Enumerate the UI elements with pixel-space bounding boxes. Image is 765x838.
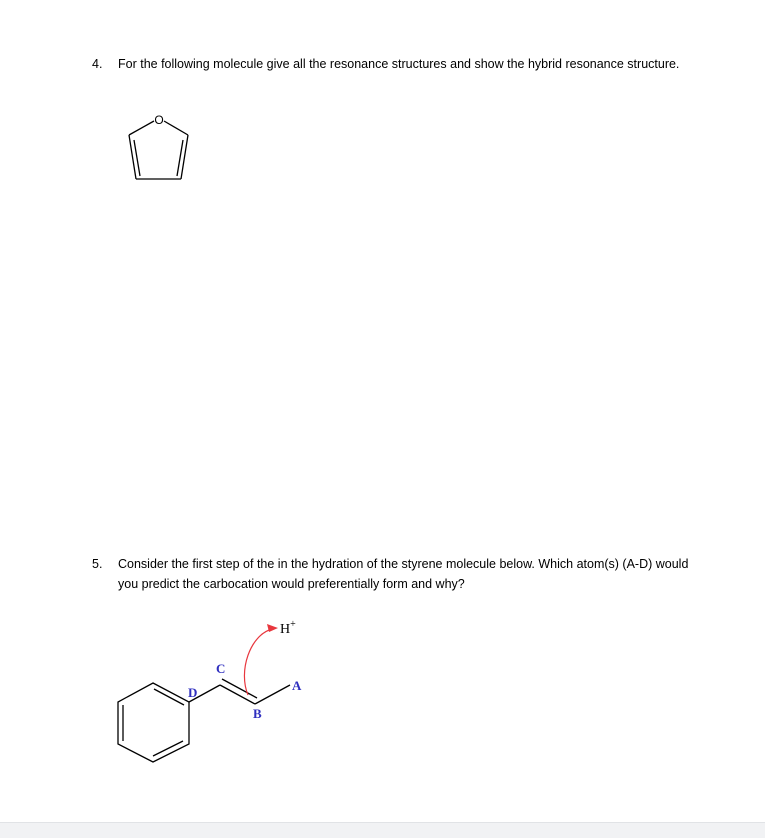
electron-arrow — [244, 629, 272, 695]
benzene-ring — [118, 683, 189, 762]
oxygen-atom-label: O — [154, 113, 164, 127]
atom-label-d: D — [188, 685, 198, 700]
bond-o-c5 — [164, 121, 188, 135]
page-footer-bar — [0, 822, 765, 838]
benzene-double-2 — [153, 741, 183, 756]
furan-structure — [118, 110, 198, 190]
question-number: 4. — [92, 57, 103, 71]
bond-o-c2 — [129, 121, 154, 135]
styrene-structure — [110, 615, 330, 775]
bond-c2-c3 — [129, 135, 136, 179]
proton-label: H+ — [280, 619, 296, 637]
proton-charge: + — [290, 619, 296, 630]
question-number: 5. — [92, 557, 103, 571]
atom-label-b: B — [253, 706, 262, 721]
atom-label-a: A — [292, 678, 302, 693]
question-text: For the following molecule give all the resonance structures and show the hybrid resonance structure. — [118, 57, 680, 71]
question-text: Consider the first step of the in the hydration of the styrene molecule below. Which atom(s) (A-D) would you predict the carbocation would preferentially form and why? — [118, 557, 689, 591]
atom-label-c: C — [216, 661, 226, 676]
bond-b-a — [255, 685, 290, 704]
bond-c4-c5 — [181, 135, 188, 179]
